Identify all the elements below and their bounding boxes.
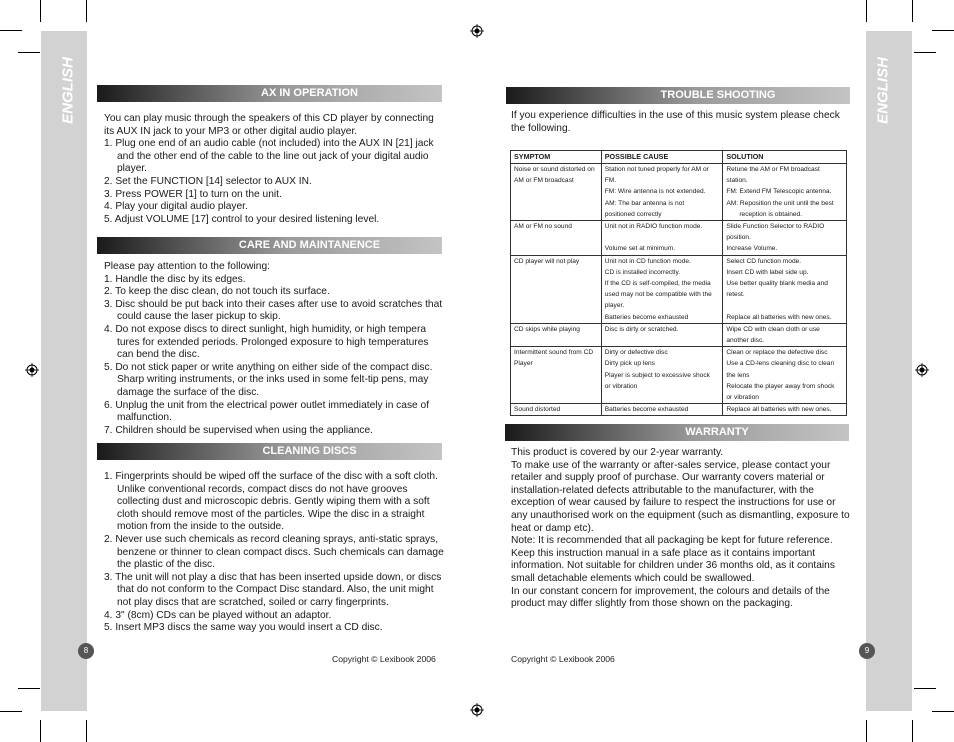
- cell-line: [605, 232, 721, 243]
- cell-line: reception is obtained.: [739, 210, 803, 218]
- care-item: 1. Handle the disc by its edges.: [104, 273, 246, 285]
- cell-line: used may not be compatible with the: [604, 291, 712, 299]
- cell-line: Unit not in CD function mode.: [604, 257, 691, 265]
- care-item: 7. Children should be supervised when using the appliance.: [104, 424, 374, 436]
- cell-line: the lens: [726, 371, 750, 379]
- aux-section-header: [97, 85, 442, 102]
- solution-cell: [723, 404, 847, 416]
- table-row: [511, 323, 847, 346]
- aux-step: 5. Adjust VOLUME [17] control to your desired listening level.: [104, 213, 380, 225]
- crop-mark: [86, 0, 87, 22]
- cell-line: or vibration: [604, 382, 638, 390]
- cell-line: or vibration: [726, 394, 759, 402]
- cell-line: Player: [514, 360, 533, 368]
- warranty-section-title: WARRANTY: [685, 426, 749, 438]
- cell-line: retest.: [726, 291, 745, 299]
- table-row: [511, 221, 847, 256]
- cell-line: AM: Reposition the unit until the best: [726, 199, 834, 207]
- symptom-cell: [511, 255, 602, 323]
- column-header: POSSIBLE CAUSE: [601, 151, 723, 164]
- registration-mark-icon: [25, 363, 39, 377]
- cell-line: FM.: [604, 177, 617, 185]
- cause-cell: [601, 404, 723, 416]
- cell-line: position.: [726, 234, 751, 242]
- cell-line: Intermittent sound from CD: [514, 349, 594, 357]
- crop-mark: [912, 720, 913, 742]
- cell-line: another disc.: [726, 337, 765, 345]
- aux-intro: You can play music through the speakers of this CD player by connecting its AUX IN jack to your MP3 or other digital audio player.: [104, 113, 434, 137]
- aux-step: 3. Press POWER [1] to turn on the unit.: [104, 188, 282, 200]
- cell-line: Wipe CD with clean cloth or use: [726, 325, 820, 333]
- cell-line: Noise or sound distorted on: [514, 166, 595, 173]
- table-row: [511, 404, 847, 416]
- solution-cell: [723, 221, 847, 256]
- cell-line: Unit not in RADIO function mode.: [604, 223, 703, 231]
- aux-step: 1. Plug one end of an audio cable (not included) into the AUX IN [21] jack and the other end of the cable to the line out jack of your digital audio player.: [104, 138, 434, 175]
- cell-line: AM or FM broadcast: [514, 177, 574, 185]
- warranty-paragraph: This product is covered by our 2-year warranty.: [511, 447, 724, 458]
- care-item: 3. Disc should be put back into their cases after use to avoid scratches that could cause the laser pickup to skip.: [104, 298, 443, 323]
- table-row: [511, 347, 847, 404]
- warranty-paragraph: Note: It is recommended that all packaging be kept for future reference. Keep this instruction manual in a safe place as it contains important information. Not suitable for children under 36 months old, as it contains small detachable elements which could be swallowed.: [511, 535, 835, 584]
- crop-mark: [18, 688, 40, 689]
- solution-cell: [723, 323, 847, 346]
- cell-line: Batteries become exhausted: [604, 313, 689, 321]
- column-header: SOLUTION: [723, 151, 847, 164]
- cell-line: Dirty pick up lens: [604, 360, 655, 368]
- symptom-cell: [511, 221, 602, 256]
- cause-cell: [601, 323, 723, 346]
- cleaning-item: 4. 3" (8cm) CDs can be played without an adaptor.: [104, 609, 332, 621]
- cell-line: Sound distorted: [514, 406, 561, 414]
- trouble-section-title: TROUBLE SHOOTING: [660, 89, 776, 101]
- table-row: [511, 255, 847, 323]
- cell-line: CD is installed incorrectly.: [604, 268, 681, 276]
- cleaning-item: 1. Fingerprints should be wiped off the surface of the disc with a soft cloth. Unlike conventional records, compact discs do not have grooves collecting dust and microscopic debris. Gently wiping them with a soft cloth should remove most of the particles. Wipe the disc in a straight motion from the inside to the outside.: [104, 471, 438, 533]
- cell-line: Retune the AM or FM broadcast: [726, 166, 820, 173]
- cleaning-item: 3. The unit will not play a disc that has been inserted upside down, or discs that do not conform to the Compact Disc standard. Also, the unit might not play discs that are scratched, soiled or carry fingerprints.: [104, 571, 442, 608]
- right-page-number: 9: [859, 643, 875, 659]
- cell-line: positioned correctly: [604, 210, 662, 218]
- cleaning-section-title: CLEANING DISCS: [262, 445, 357, 457]
- cell-line: player.: [604, 302, 625, 310]
- cause-cell: [601, 347, 723, 404]
- right-copyright: Copyright © Lexibook 2006: [511, 654, 615, 664]
- table-row: [511, 164, 847, 221]
- cell-line: Use a CD-lens cleaning disc to clean: [726, 360, 835, 368]
- care-section-body: [104, 261, 444, 437]
- registration-mark-icon: [915, 363, 929, 377]
- left-page-number: 8: [78, 643, 94, 659]
- cell-line: Disc is dirty or scratched.: [604, 325, 679, 333]
- cell-line: Replace all batteries with new ones.: [726, 313, 832, 321]
- right-side-label: ENGLISH: [874, 57, 892, 124]
- troubleshooting-table-body: [511, 164, 847, 416]
- crop-mark: [40, 720, 41, 742]
- cell-line: AM: The bar antenna is not: [604, 199, 685, 207]
- registration-mark-icon: [470, 703, 484, 717]
- cleaning-section-body: [104, 471, 444, 635]
- crop-mark: [912, 0, 913, 22]
- left-side-tab: [41, 31, 87, 711]
- warranty-section-header: [505, 424, 849, 441]
- care-item: 5. Do not stick paper or write anything on either side of the compact disc. Sharp writing instruments, or the inks used in some felt-tip pens, may damage the surface of the disc.: [104, 361, 433, 398]
- care-section-title: CARE AND MAINTANENCE: [238, 239, 381, 251]
- column-header: SYMPTOM: [511, 151, 602, 164]
- cell-line: Replace all batteries with new ones.: [726, 406, 832, 414]
- cell-line: FM: Extend FM Telescopic antenna.: [726, 188, 832, 196]
- cell-line: Increase Volume.: [726, 245, 778, 253]
- right-side-tab: [866, 31, 912, 711]
- crop-mark: [0, 30, 22, 31]
- care-item: 6. Unplug the unit from the electrical power outlet immediately in case of malfunction.: [104, 399, 430, 424]
- registration-mark-icon: [470, 24, 484, 38]
- aux-step: 2. Set the FUNCTION [14] selector to AUX IN.: [104, 175, 312, 187]
- crop-mark: [40, 0, 41, 22]
- solution-cell: [723, 255, 847, 323]
- cell-line: Insert CD with label side up.: [726, 268, 809, 276]
- symptom-cell: [511, 323, 602, 346]
- warranty-paragraph: In our constant concern for improvement, the colours and details of the product may differ slightly from those shown on the packaging.: [511, 585, 830, 610]
- aux-step: 4. Play your digital audio player.: [104, 201, 248, 213]
- crop-mark: [0, 711, 22, 712]
- symptom-cell: [511, 347, 602, 404]
- care-item: 2. To keep the disc clean, do not touch its surface.: [104, 286, 330, 298]
- solution-cell: [723, 347, 847, 404]
- cell-line: Select CD function mode.: [726, 257, 802, 265]
- trouble-intro: If you experience difficulties in the use of this music system please check the following.: [511, 110, 840, 134]
- cleaning-item: 2. Never use such chemicals as record cleaning sprays, anti-static sprays, benzene or thinner to clean compact discs. Such chemicals can damage the plastic of the disc.: [104, 533, 444, 571]
- cause-cell: [601, 255, 723, 323]
- cell-line: AM or FM no sound: [514, 223, 572, 231]
- cell-line: Batteries become exhausted: [604, 406, 689, 414]
- crop-mark: [86, 720, 87, 742]
- symptom-cell: [511, 404, 602, 416]
- cell-line: Player is subject to excessive shock: [604, 371, 710, 379]
- crop-mark: [932, 30, 954, 31]
- care-intro: Please pay attention to the following:: [104, 261, 270, 272]
- crop-mark: [914, 688, 936, 689]
- warranty-section-body: [511, 447, 853, 611]
- cleaning-item: 5. Insert MP3 discs the same way you would insert a CD disc.: [104, 622, 383, 634]
- left-side-label: ENGLISH: [59, 57, 77, 124]
- cell-line: CD player will not play: [514, 257, 580, 265]
- left-copyright: Copyright © Lexibook 2006: [332, 654, 436, 664]
- cell-line: Dirty or defective disc: [604, 349, 668, 357]
- crop-mark: [932, 711, 954, 712]
- crop-mark: [866, 0, 867, 22]
- cause-cell: [601, 221, 723, 256]
- crop-mark: [18, 52, 40, 53]
- table-header-row: [511, 151, 847, 164]
- troubleshooting-table: [510, 150, 847, 416]
- cell-line: Station not tuned properly for AM or: [604, 166, 709, 173]
- cell-line: Relocate the player away from shock: [726, 382, 835, 390]
- cause-cell: [601, 164, 723, 221]
- cell-line: Clean or replace the defective disc: [726, 349, 828, 357]
- cell-line: CD skips while playing: [514, 325, 580, 333]
- trouble-section-header: [506, 87, 850, 104]
- cell-line: Use better quality blank media and: [726, 280, 828, 288]
- crop-mark: [866, 720, 867, 742]
- cleaning-section-header: [97, 443, 442, 460]
- cell-line: If the CD is self-compiled, the media: [604, 280, 711, 288]
- cell-line: [726, 300, 844, 311]
- aux-section-title: AX IN OPERATION: [261, 87, 358, 99]
- cell-line: Slide Function Selector to RADIO: [726, 223, 825, 231]
- symptom-cell: [511, 164, 602, 221]
- care-item: 4. Do not expose discs to direct sunlight, high humidity, or high tempera tures for extended periods. Prolonged exposure to high temperatures can bend the disc.: [104, 323, 429, 361]
- aux-section-body: [104, 113, 444, 226]
- care-section-header: [97, 237, 442, 254]
- crop-mark: [914, 52, 936, 53]
- cell-line: FM: Wire antenna is not extended.: [604, 188, 706, 196]
- warranty-paragraph: To make use of the warranty or after-sales service, please contact your retailer and supply proof of purchase. Our warranty covers material or installation-related defects attributable to the manufacturer, with the exception of wear caused by failure to respect the instructions for use or any unauthorised work on the equipment (such as dismantling, exposure to heat or damp etc).: [511, 459, 850, 534]
- solution-cell: [723, 164, 847, 221]
- cell-line: Volume set at minimum.: [604, 245, 676, 253]
- cell-line: station.: [726, 177, 748, 185]
